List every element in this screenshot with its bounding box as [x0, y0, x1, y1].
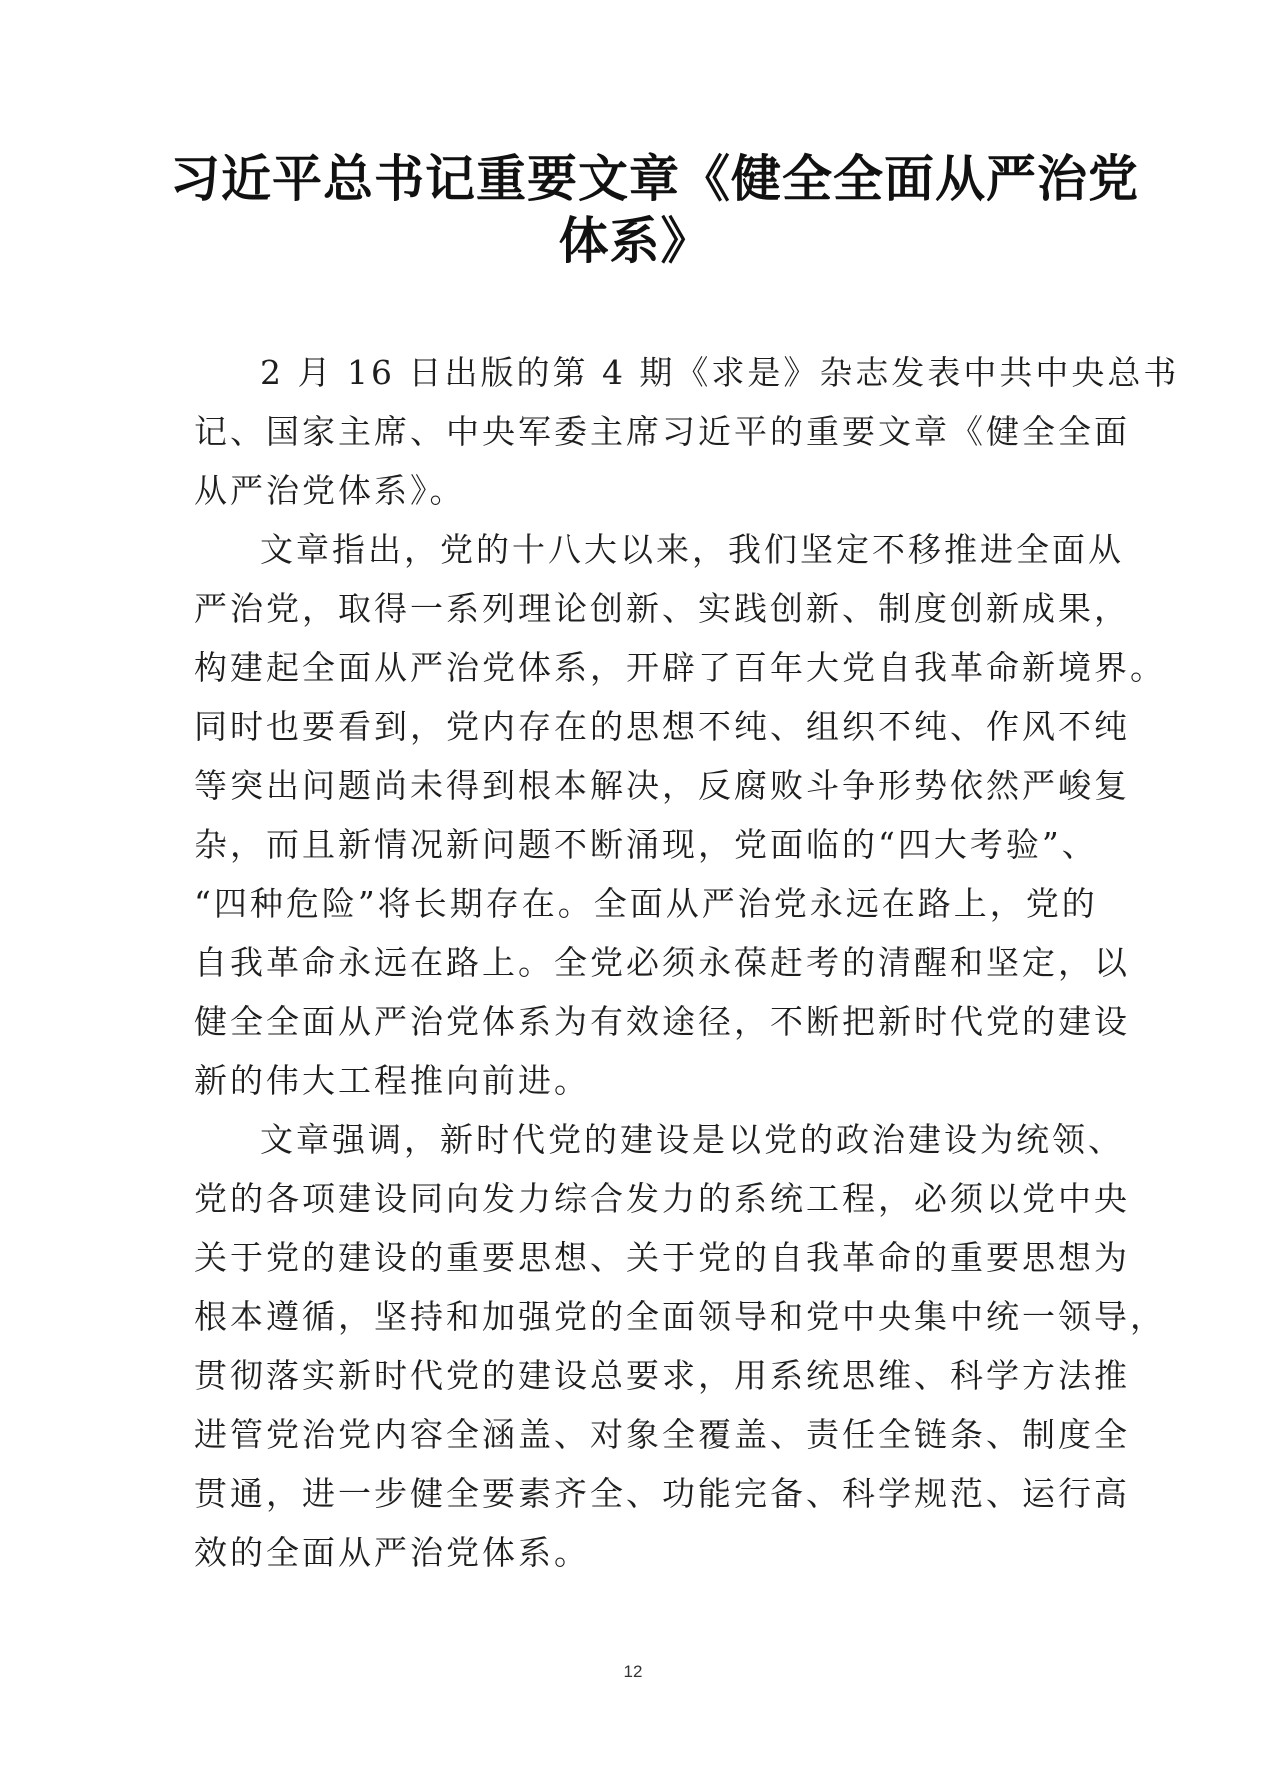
text-line: 2 月 16 日出版的第 4 期《求是》杂志发表中共中央总书 — [260, 353, 1180, 392]
text-line: 贯通，进一步健全要素齐全、功能完备、科学规范、运行高 — [194, 1474, 1130, 1513]
text-line: 关于党的建设的重要思想、关于党的自我革命的重要思想为 — [194, 1238, 1130, 1277]
paragraph-3 — [194, 1110, 1166, 1582]
text-line: 进管党治党内容全涵盖、对象全覆盖、责任全链条、制度全 — [194, 1415, 1130, 1454]
text-line: 根本遵循，坚持和加强党的全面领导和党中央集中统一领导， — [194, 1297, 1166, 1336]
title-line: 习近平总书记重要文章《健全全面从严治党 — [170, 150, 1139, 208]
text-line: 效的全面从严治党体系。 — [194, 1533, 590, 1572]
text-line: 同时也要看到，党内存在的思想不纯、组织不纯、作风不纯 — [194, 707, 1130, 746]
text-line: 记、国家主席、中央军委主席习近平的重要文章《健全全面 — [194, 412, 1130, 451]
article-body — [194, 343, 1180, 1582]
page-title — [170, 148, 1139, 272]
paragraph-2 — [194, 520, 1166, 1110]
text-line: 严治党，取得一系列理论创新、实践创新、制度创新成果， — [194, 589, 1130, 628]
text-line: 等突出问题尚未得到根本解决，反腐败斗争形势依然严峻复 — [194, 766, 1130, 805]
text-line: 杂，而且新情况新问题不断涌现，党面临的“四大考验”、 — [194, 825, 1098, 864]
text-line: “四种危险”将长期存在。全面从严治党永远在路上，党的 — [194, 884, 1098, 923]
text-line: 健全全面从严治党体系为有效途径，不断把新时代党的建设 — [194, 1002, 1130, 1041]
text-line: 从严治党体系》。 — [194, 471, 466, 510]
page-number: 12 — [623, 1662, 643, 1681]
paragraph-1 — [194, 343, 1180, 520]
text-line: 贯彻落实新时代党的建设总要求，用系统思维、科学方法推 — [194, 1356, 1130, 1395]
text-line: 党的各项建设同向发力综合发力的系统工程，必须以党中央 — [194, 1179, 1130, 1218]
text-line: 新的伟大工程推向前进。 — [194, 1061, 590, 1100]
title-line: 体系》 — [558, 212, 712, 270]
text-line: 文章强调，新时代党的建设是以党的政治建设为统领、 — [260, 1120, 1124, 1159]
text-line: 构建起全面从严治党体系，开辟了百年大党自我革命新境界。 — [194, 648, 1166, 687]
text-line: 文章指出，党的十八大以来，我们坚定不移推进全面从 — [260, 530, 1124, 569]
text-line: 自我革命永远在路上。全党必须永葆赶考的清醒和坚定，以 — [194, 943, 1130, 982]
